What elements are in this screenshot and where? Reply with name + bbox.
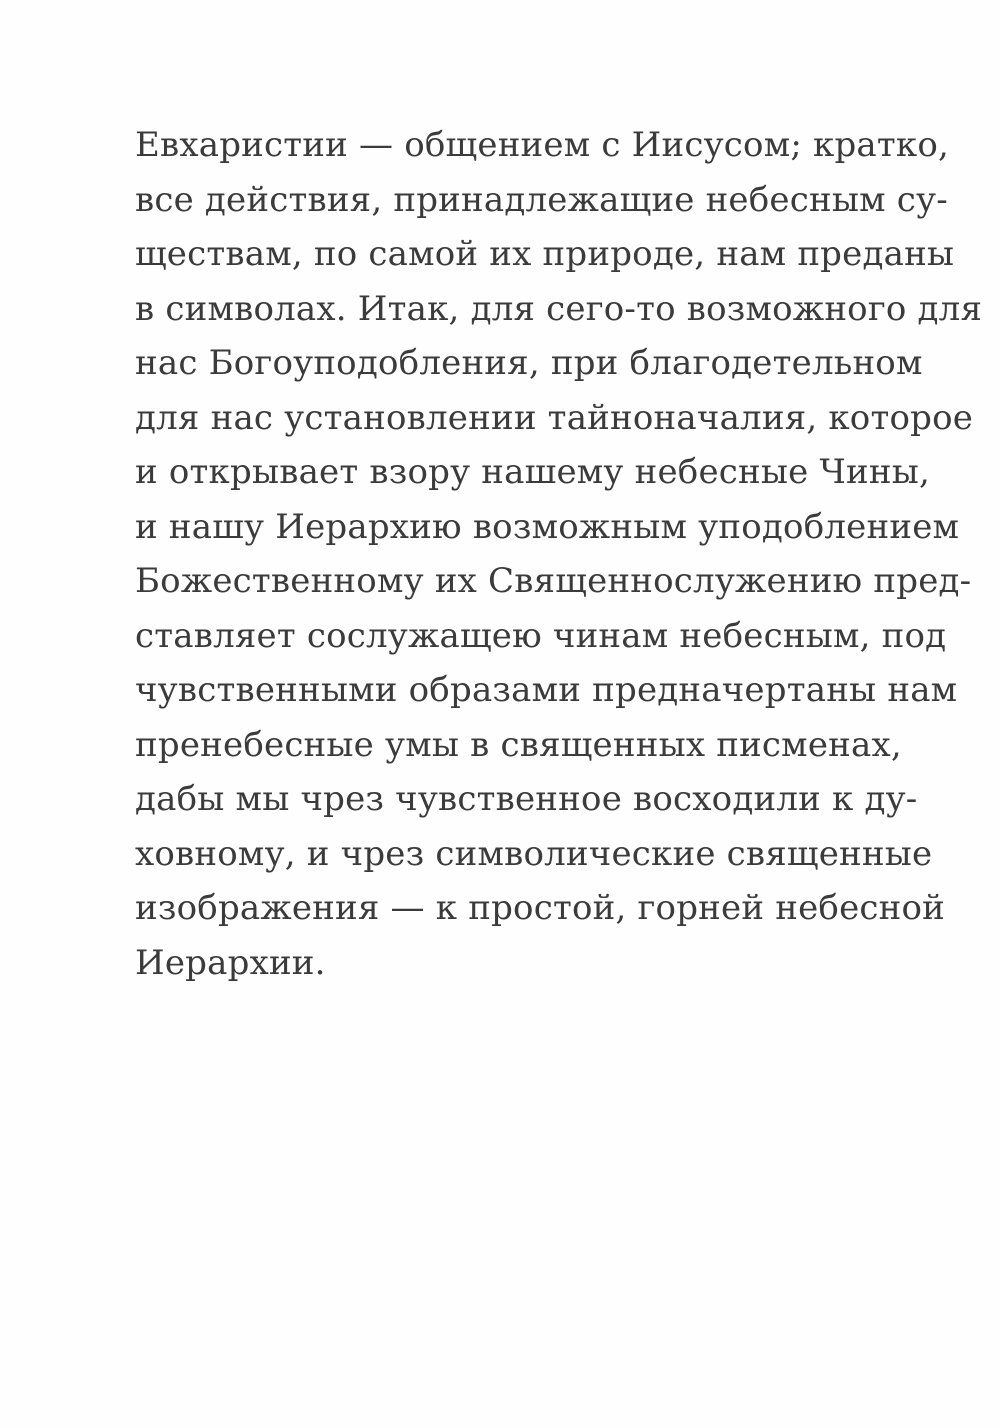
text-line: Божественному их Священнослужению пред- (135, 561, 972, 601)
text-line-last: Иерархии. (135, 942, 326, 983)
body-text (135, 118, 983, 990)
text-line: пренебесные умы в священных писменах, (135, 724, 902, 765)
text-line: нас Богоуподобления, при благодетельном (135, 343, 923, 383)
text-line: дабы мы чрез чувственное восходили к ду- (135, 779, 918, 819)
text-line: все действия, принадлежащие небесным су- (135, 179, 948, 220)
text-line: в символах. Итак, для сего-то возможного для (135, 288, 983, 329)
text-line: и нашу Иерархию возможным уподоблением (135, 506, 960, 547)
text-line: чувственными образами предначертаны нам (135, 670, 958, 710)
text-line: изображения — к простой, горней небесной (135, 888, 946, 928)
text-line: Евхаристии — общением с Иисусом; кратко, (135, 125, 950, 165)
text-line: для нас установлении тайноначалия, которое (135, 397, 974, 438)
text-line: и открывает взору нашему небесные Чины, (135, 452, 930, 492)
text-line: ставляет сослужащею чинам небесным, под (135, 615, 947, 656)
text-line: ществам, по самой их природе, нам преданы (135, 234, 955, 274)
text-line: ховному, и чрез символические священные (135, 833, 933, 874)
